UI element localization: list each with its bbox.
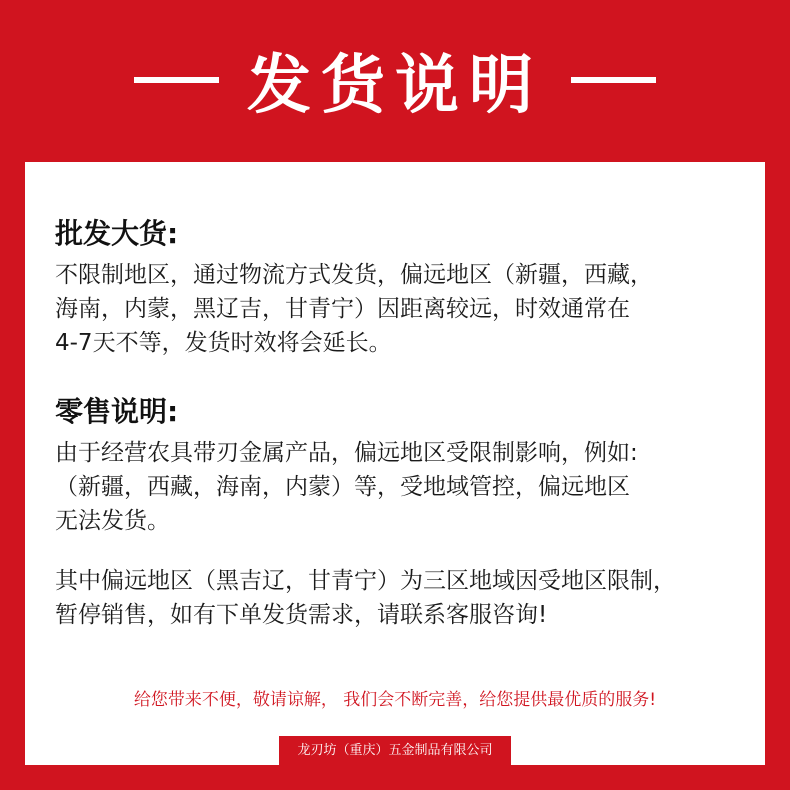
retail-heading: 零售说明: [55,395,179,428]
retail-line: 由于经营农具带刃金属产品，偏远地区受限制影响，例如: [55,440,638,466]
wholesale-line: 不限制地区，通过物流方式发货，偏远地区（新疆，西藏， [55,262,653,288]
title-dash-right [571,77,656,83]
wholesale-paragraph [55,258,755,360]
company-name: 龙刃坊（重庆）五金制品有限公司 [279,736,510,766]
retail-paragraph [55,436,755,538]
retail-paragraph-2 [55,564,755,632]
wholesale-line: 4-7天不等，发货时效将会延长。 [55,330,392,356]
header [0,0,790,160]
retail-line: 无法发货。 [55,508,170,534]
retail-line: 其中偏远地区（黑吉辽，甘青宁）为三区地域因受地区限制， [55,568,676,594]
wholesale-line: 海南，内蒙，黑辽吉，甘青宁）因距离较远，时效通常在 [55,296,630,322]
apology-notice: 给您带来不便，敬请谅解， 我们会不断完善，给您提供最优质的服务! [133,690,657,710]
wholesale-heading: 批发大货: [55,217,179,250]
content-panel [25,162,765,765]
retail-line: （新疆，西藏，海南，内蒙）等，受地域管控，偏远地区 [55,474,630,500]
page-title: 发货说明 [247,49,543,123]
title-dash-left [134,77,219,83]
footer [0,742,790,790]
retail-line: 暂停销售，如有下单发货需求，请联系客服咨询! [55,602,548,628]
